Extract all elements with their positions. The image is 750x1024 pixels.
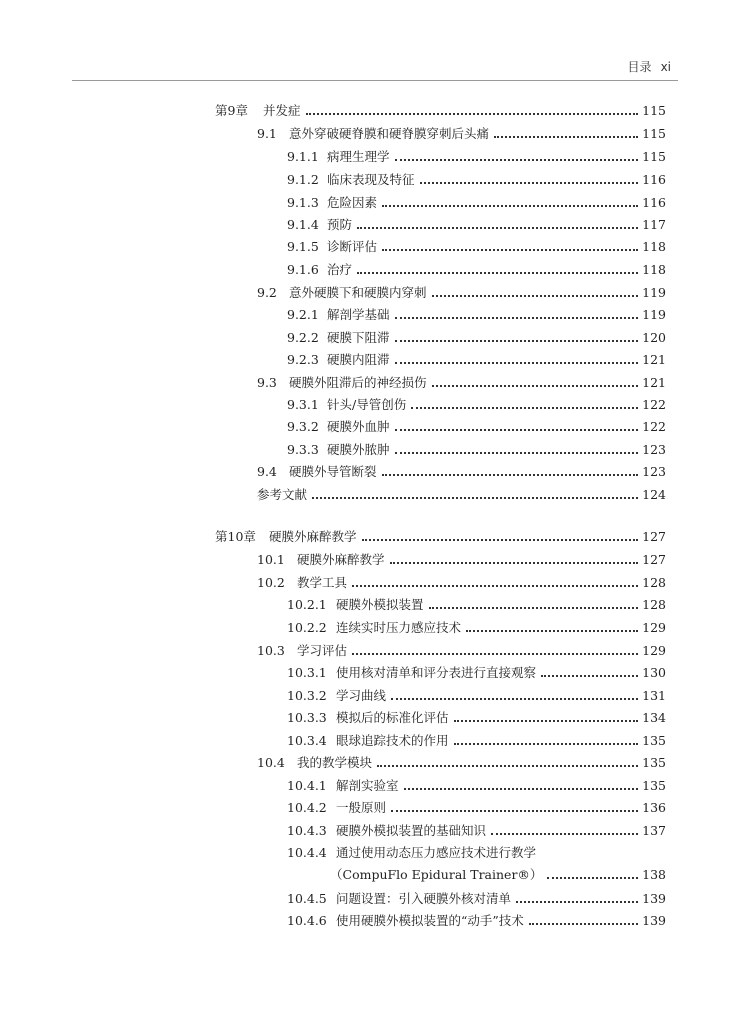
toc-entry-number: 10.4.6 [287, 913, 327, 928]
toc-entry-number: 10.4.1 [287, 778, 327, 793]
toc-entry-title: 治疗 [327, 262, 353, 277]
toc-entry-number: 9.1 [257, 126, 277, 141]
toc-entry-10-4[interactable] [257, 752, 666, 774]
toc-leader-dots [454, 742, 639, 745]
header-page-number: xi [660, 60, 671, 74]
toc-entry-9-4[interactable] [257, 461, 666, 483]
toc-entry-title: 连续实时压力感应技术 [336, 620, 462, 635]
toc-entry-number: 10.4.5 [287, 891, 327, 906]
toc-entry-title: 硬膜外麻醉教学 [269, 529, 357, 544]
toc-entry-title: 硬膜外模拟装置的基础知识 [336, 823, 487, 838]
toc-entry-page: 122 [642, 419, 666, 434]
toc-leader-dots [420, 181, 639, 184]
toc-entry-number: 10.2.2 [287, 620, 327, 635]
toc-leader-dots [494, 135, 638, 138]
toc-entry-title: 临床表现及特征 [327, 172, 415, 187]
toc-entry-page: 119 [642, 307, 666, 322]
toc-entry-number: 9.3.2 [287, 419, 319, 434]
toc-entry-10-3-3[interactable] [287, 707, 666, 729]
toc-entry-10-2[interactable] [257, 572, 666, 594]
toc-entry-title: 通过使用动态压力感应技术进行教学 [336, 845, 537, 860]
toc-entry-title: 学习评估 [297, 643, 348, 658]
toc-entry-title: 病理生理学 [327, 149, 390, 164]
toc-entry-page: 124 [642, 487, 666, 502]
toc-entry-title: 硬膜内阻滞 [327, 352, 390, 367]
toc-entry-title: 并发症 [263, 103, 301, 118]
toc-entry-9-1-3[interactable] [287, 192, 666, 214]
toc-leader-dots [395, 316, 639, 319]
toc-entry-page: 135 [642, 733, 666, 748]
toc-entry-9-2-1[interactable] [287, 304, 666, 326]
toc-entry-page: 120 [642, 330, 666, 345]
header-label: 目录 [627, 60, 652, 74]
toc-leader-dots [454, 719, 639, 722]
toc-entry-10-4-3[interactable] [287, 820, 666, 842]
toc-leader-dots [382, 204, 638, 207]
toc-entry-page: 119 [642, 285, 666, 300]
toc-leader-dots [357, 271, 638, 274]
toc-entry-number: 9.1.4 [287, 217, 319, 232]
toc-leader-dots [306, 112, 639, 115]
toc-entry-number: 9.3.3 [287, 442, 319, 457]
toc-entry-title: 意外穿破硬脊膜和硬脊膜穿刺后头痛 [289, 126, 490, 141]
toc-entry-number: 10.3.2 [287, 688, 327, 703]
toc-entry-9-1-1[interactable] [287, 146, 666, 168]
toc-entry-number: 9.2 [257, 285, 277, 300]
toc-entry-page: 137 [642, 823, 666, 838]
toc-entry-9-3[interactable] [257, 372, 666, 394]
toc-entry-page: 127 [642, 552, 666, 567]
toc-entry-title: 预防 [327, 217, 353, 232]
toc-entry-page: 115 [642, 149, 666, 164]
toc-leader-dots [432, 384, 639, 387]
toc-entry-number: 10.4.2 [287, 800, 327, 815]
toc-entry-page: 121 [642, 352, 666, 367]
toc-leader-dots [391, 809, 638, 812]
toc-entry-number: 9.1.6 [287, 262, 319, 277]
toc-entry-10-3-4[interactable] [287, 730, 666, 752]
toc-entry-number: 9.2.1 [287, 307, 319, 322]
toc-entry-page: 130 [642, 665, 666, 680]
toc-leader-dots [432, 294, 639, 297]
toc-entry-title: 硬膜下阻滞 [327, 330, 390, 345]
toc-leader-dots [395, 158, 639, 161]
toc-entry-number: 9.1.2 [287, 172, 319, 187]
toc-entry-10-2-2[interactable] [287, 617, 666, 639]
toc-entry-title: 一般原则 [336, 800, 387, 815]
toc-entry-10-4-5[interactable] [287, 888, 666, 910]
toc-entry-number: 10.2.1 [287, 597, 327, 612]
toc-entry-chapter-10[interactable] [215, 526, 666, 548]
toc-entry-10-4-2[interactable] [287, 797, 666, 819]
toc-entry-number: 第9章 [215, 103, 248, 118]
toc-entry-10-3[interactable] [257, 640, 666, 662]
toc-entry-chapter-9[interactable] [215, 100, 666, 122]
toc-entry-page: 135 [642, 778, 666, 793]
toc-entry-references[interactable] [257, 484, 666, 506]
toc-entry-number: 10.2 [257, 575, 285, 590]
toc-leader-dots [404, 787, 639, 790]
toc-entry-page: 115 [642, 126, 666, 141]
toc-entry-title: 学习曲线 [336, 688, 387, 703]
toc-entry-page: 128 [642, 597, 666, 612]
toc-entry-page: 131 [642, 688, 666, 703]
toc-entry-page: 116 [642, 195, 666, 210]
toc-entry-page: 128 [642, 575, 666, 590]
toc-entry-title: 参考文献 [257, 487, 308, 502]
toc-entry-page: 118 [642, 239, 666, 254]
toc-entry-9-2-2[interactable] [287, 327, 666, 349]
toc-entry-number: 9.2.2 [287, 330, 319, 345]
toc-entry-9-3-3[interactable] [287, 439, 666, 461]
toc-entry-title: 硬膜外脓肿 [327, 442, 390, 457]
toc-entry-page: 135 [642, 755, 666, 770]
toc-leader-dots [411, 406, 638, 409]
toc-entry-page: 127 [642, 529, 666, 544]
toc-leader-dots [395, 361, 639, 364]
toc-entry-9-1-5[interactable] [287, 236, 666, 258]
toc-entry-page: 129 [642, 643, 666, 658]
toc-leader-dots [541, 674, 638, 677]
toc-leader-dots [529, 922, 638, 925]
toc-entry-number: 10.3.1 [287, 665, 327, 680]
toc-entry-10-4-6[interactable] [287, 910, 666, 932]
toc-leader-dots [429, 606, 639, 609]
toc-leader-dots [390, 561, 639, 564]
toc-entry-9-1-4[interactable] [287, 214, 666, 236]
toc-leader-dots [395, 428, 639, 431]
toc-entry-page: 118 [642, 262, 666, 277]
toc-entry-9-1[interactable] [257, 123, 666, 145]
toc-leader-dots [357, 226, 638, 229]
toc-entry-number: 9.1.1 [287, 149, 319, 164]
toc-entry-number: 9.2.3 [287, 352, 319, 367]
toc-entry-number: 10.1 [257, 552, 285, 567]
toc-entry-title: 诊断评估 [327, 239, 378, 254]
toc-leader-dots [382, 248, 638, 251]
toc-entry-page: 123 [642, 464, 666, 479]
toc-entry-title: 硬膜外模拟装置 [336, 597, 424, 612]
toc-entry-title: 硬膜外血肿 [327, 419, 390, 434]
toc-entry-page: 139 [642, 891, 666, 906]
toc-entry-10-2-1[interactable] [287, 594, 666, 616]
toc-entry-number: 10.3.3 [287, 710, 327, 725]
toc-leader-dots [395, 339, 639, 342]
toc-leader-dots [377, 764, 638, 767]
toc-entry-number: 10.3 [257, 643, 285, 658]
toc-entry-page: 139 [642, 913, 666, 928]
toc-leader-dots [516, 900, 638, 903]
toc-entry-title: 我的教学模块 [297, 755, 373, 770]
toc-leader-dots [491, 832, 638, 835]
toc-entry-page: 117 [642, 217, 666, 232]
toc-entry-title: 模拟后的标准化评估 [336, 710, 449, 725]
toc-entry-title: 使用核对清单和评分表进行直接观察 [336, 665, 537, 680]
toc-entry-9-3-2[interactable] [287, 416, 666, 438]
toc-entry-number: 10.4.4 [287, 845, 327, 860]
toc-leader-dots [352, 652, 638, 655]
toc-entry-title-continuation: （CompuFlo Epidural Trainer®） [330, 867, 543, 882]
toc-entry-number: 10.4 [257, 755, 285, 770]
toc-leader-dots [547, 876, 638, 879]
running-header [628, 58, 671, 75]
toc-entry-9-1-6[interactable] [287, 259, 666, 281]
toc-entry-number: 10.4.3 [287, 823, 327, 838]
toc-leader-dots [466, 629, 638, 632]
toc-entry-title: 危险因素 [327, 195, 378, 210]
toc-entry-number: 9.3.1 [287, 397, 319, 412]
toc-leader-dots [362, 538, 639, 541]
toc-entry-page: 129 [642, 620, 666, 635]
toc-entry-10-4-4-continuation[interactable] [330, 864, 666, 886]
toc-entry-10-4-1[interactable] [287, 775, 666, 797]
toc-entry-title: 硬膜外阻滞后的神经损伤 [289, 375, 427, 390]
toc-entry-9-2[interactable] [257, 282, 666, 304]
toc-entry-title: 问题设置：引入硬膜外核对清单 [336, 891, 512, 906]
header-rule [72, 80, 678, 81]
toc-entry-10-3-1[interactable] [287, 662, 666, 684]
toc-leader-dots [395, 451, 639, 454]
toc-entry-page: 115 [642, 103, 666, 118]
toc-entry-page: 122 [642, 397, 666, 412]
toc-entry-title: 硬膜外麻醉教学 [297, 552, 385, 567]
toc-entry-title: 使用硬膜外模拟装置的“动手”技术 [336, 913, 524, 928]
toc-leader-dots [382, 473, 639, 476]
toc-entry-page: 138 [642, 867, 666, 882]
toc-leader-dots [352, 584, 638, 587]
toc-entry-number: 9.1.3 [287, 195, 319, 210]
toc-entry-10-3-2[interactable] [287, 685, 666, 707]
toc-entry-title: 眼球追踪技术的作用 [336, 733, 449, 748]
toc-entry-title: 硬膜外导管断裂 [289, 464, 377, 479]
toc-entry-title: 针头/导管创伤 [327, 397, 407, 412]
toc-entry-number: 10.3.4 [287, 733, 327, 748]
toc-entry-title: 解剖学基础 [327, 307, 390, 322]
toc-entry-10-1[interactable] [257, 549, 666, 571]
toc-entry-title: 教学工具 [297, 575, 348, 590]
toc-entry-9-1-2[interactable] [287, 169, 666, 191]
toc-entry-number: 9.1.5 [287, 239, 319, 254]
toc-entry-title: 意外硬膜下和硬膜内穿刺 [289, 285, 427, 300]
toc-entry-page: 121 [642, 375, 666, 390]
toc-entry-number: 9.4 [257, 464, 277, 479]
toc-entry-number: 第10章 [215, 529, 256, 544]
toc-entry-number: 9.3 [257, 375, 277, 390]
toc-entry-9-2-3[interactable] [287, 349, 666, 371]
toc-entry-9-3-1[interactable] [287, 394, 666, 416]
toc-entry-page: 123 [642, 442, 666, 457]
toc-entry-page: 134 [642, 710, 666, 725]
toc-leader-dots [391, 697, 638, 700]
toc-leader-dots [312, 496, 638, 499]
toc-entry-title: 解剖实验室 [336, 778, 399, 793]
toc-entry-page: 136 [642, 800, 666, 815]
toc-entry-page: 116 [642, 172, 666, 187]
toc-entry-10-4-4[interactable] [287, 842, 536, 864]
